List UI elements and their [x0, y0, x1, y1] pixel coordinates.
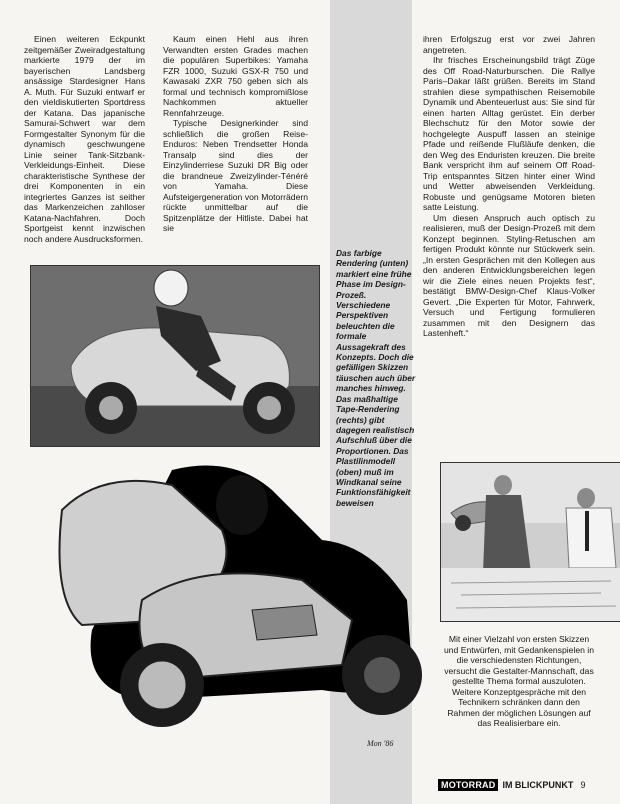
- page-footer: [438, 778, 585, 792]
- article-column-3: [423, 34, 595, 339]
- paragraph: Einen weiteren Eckpunkt zeitgemäßer Zweiradgestaltung markierte 1979 der im bayerischen Landsberg ansässige Stardesigner Hans A. Muth. Für Suzuki entwarf er den vieldiskutierten Sportdress der Katana. Das japanische Samurai-Schwert war dem Formgestalter Synonym für die dynamisch geschwungene Linie seiner Tank-Sitzbank-Verkleidungs-Einheit. Diese charakteristische Synthese der drei Komponenten in ein integriertes Ganzes ist seither das Markenzeichen zahlloser Katana-Nachfahren. Doch Sportgeist kennt inzwischen noch andere Ausdrucksformen.: [24, 34, 145, 244]
- photo-caption: Das farbige Rendering (unten) markiert eine frühe Phase im Design-Prozeß. Verschiedene Perspektiven beleuchten die formale Aussagekraft des Konzepts. Doch die gefälligen Skizzen täuschen auch über manches hinweg. Das maßhaltige Tape-Rendering (rechts) gibt dagegen realistisch Aufschluß über die Proportionen. Das Plastilinmodell (oben) muß im Windkanal seine Funktionsfähigkeit beweisen: [336, 248, 416, 508]
- paragraph: Ihr frisches Erscheinungsbild trägt Züge des Off Road-Naturburschen. Die Rallye Paris–Dakar läßt grüßen. Bereits im Stand strahlen diese sympathischen Reisemobile Dynamik und Abenteuerlust aus: Sie sind für einen harten Alltag gerüstet. Ein derber Blechschutz für den Motor sowie der hochgelegte Auspuff lassen an steinige Pfade und reißende Flußläufe denken, die den Weg des Enduristen kreuzen. Die breite Bank verspricht ihm auf seinem Off Road-Trip entspanntes Sitzen hinter einer Wind und Wetter abweisenden Verkleidung. Robuste und genügsame Motoren bieten satte Leistung.: [423, 55, 595, 212]
- magazine-logo: MOTORRAD: [438, 779, 498, 791]
- paragraph: Kaum einen Hehl aus ihren Verwandten ersten Grades machen die populären Superbikes: Yamaha FZR 1000, Suzuki GSX-R 750 und Kawasaki ZXR 750 geben sich als formal und technisch kompromißlose Nachkommen aktueller Rennfahrzeuge.: [163, 34, 308, 118]
- paragraph: Mit einer Vielzahl von ersten Skizzen und Entwürfen, mit Gedankenspielen in die verschiedensten Richtungen, versucht die Gestalter-Mannschaft, das gestellte Thema formal auszuloten. Weitere Konzeptgespräche mit den Technikern schränken dann den Rahmen der möglichen Lösungen auf das Realisierbare ein.: [443, 634, 594, 728]
- article-column-4: [443, 634, 595, 729]
- paragraph: Typische Designerkinder sind schließlich die großen Reise-Enduros: Neben Trendsetter Honda Transalp sind dies der Einzylinderriese Suzuki DR Big oder die brandneue Zweizylinder-Ténéré von Yamaha. Diese Aufsteigergeneration von Motorrädern rückte unmittelbar auf die Spitzenplätze der Hitliste. Dabei hat sie: [163, 118, 308, 233]
- windtunnel-model-photo: [30, 265, 320, 447]
- tape-rendering-photo: [440, 462, 620, 622]
- section-title: IM BLICKPUNKT: [502, 780, 574, 790]
- page-number: 9: [580, 780, 586, 790]
- article-column-2: [163, 34, 308, 234]
- paragraph: ihren Erfolgszug erst vor zwei Jahren angetreten.: [423, 34, 595, 55]
- design-rendering-sketch: [22, 450, 427, 755]
- sketch-signature: Mon '86: [367, 739, 394, 748]
- article-column-1: [24, 34, 145, 244]
- paragraph: Um diesen Anspruch auch optisch zu realisieren, muß der Design-Prozeß mit dem Konzept beginnen. Styling-Retuschen am fertigen Produkt könnte nur Stückwerk sein. „In ersten Gesprächen mit den Kollegen aus den anderen Entwicklungsbereichen legen wir die Ziele eines neuen Projekts fest“, bestätigt BMW-Design-Chef Klaus-Volker Gevert. „Die Experten für Motor, Fahrwerk, Versuch und Fertigung formulieren zusammen mit den Designern das Lastenheft.“: [423, 212, 595, 338]
